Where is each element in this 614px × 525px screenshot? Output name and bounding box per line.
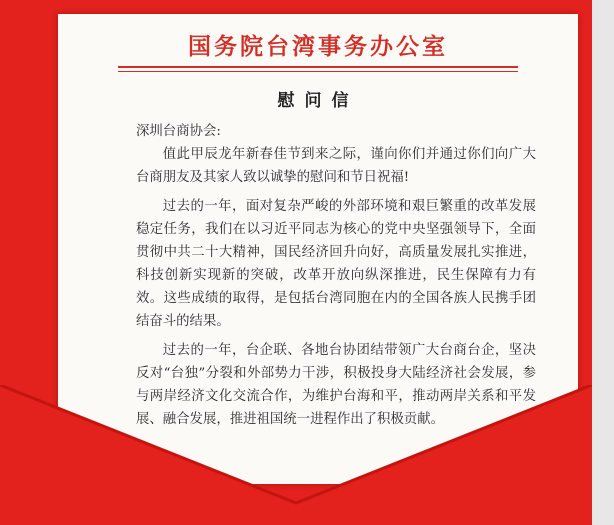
paragraph-3: 过去的一年，台企联、各地台协团结带领广大台商台企，坚决反对“台独”分裂和外部势力干涉，积极投身大陆经济社会发展，参与两岸经济文化交流合作，为维护台海和平，推动两岸关系和平发展、融合发展，推进祖国统一进程作出了积极贡献。 bbox=[136, 343, 536, 427]
salutation: 深圳台商协会: bbox=[136, 124, 221, 139]
paragraph-2: 过去的一年，面对复杂严峻的外部环境和艰巨繁重的改革发展稳定任务，我们在以习近平同志为核心的党中央坚强领导下，全面贯彻中共二十大精神，国民经济回升向好，高质量发展扎实推进，科技创新实现新的突破，改革开放向纵深推进，民生保障有力有效。这些成绩的取得，是包括台湾同胞在内的全国各族人民携手团结奋斗的结果。 bbox=[136, 199, 536, 329]
paragraph-1: 值此甲辰龙年新春佳节到来之际，谨向你们并通过你们向广大台商朋友及其家人致以诚挚的慰问和节日祝福! bbox=[136, 147, 536, 185]
letterhead-rule-thin bbox=[118, 71, 518, 72]
letterhead: 国务院台湾事务办公室 bbox=[188, 33, 448, 60]
letterhead-rule-thick bbox=[118, 66, 518, 68]
letter-title: 慰问信 bbox=[277, 91, 359, 111]
page-margin-right bbox=[592, 0, 614, 525]
envelope-front bbox=[0, 385, 592, 525]
